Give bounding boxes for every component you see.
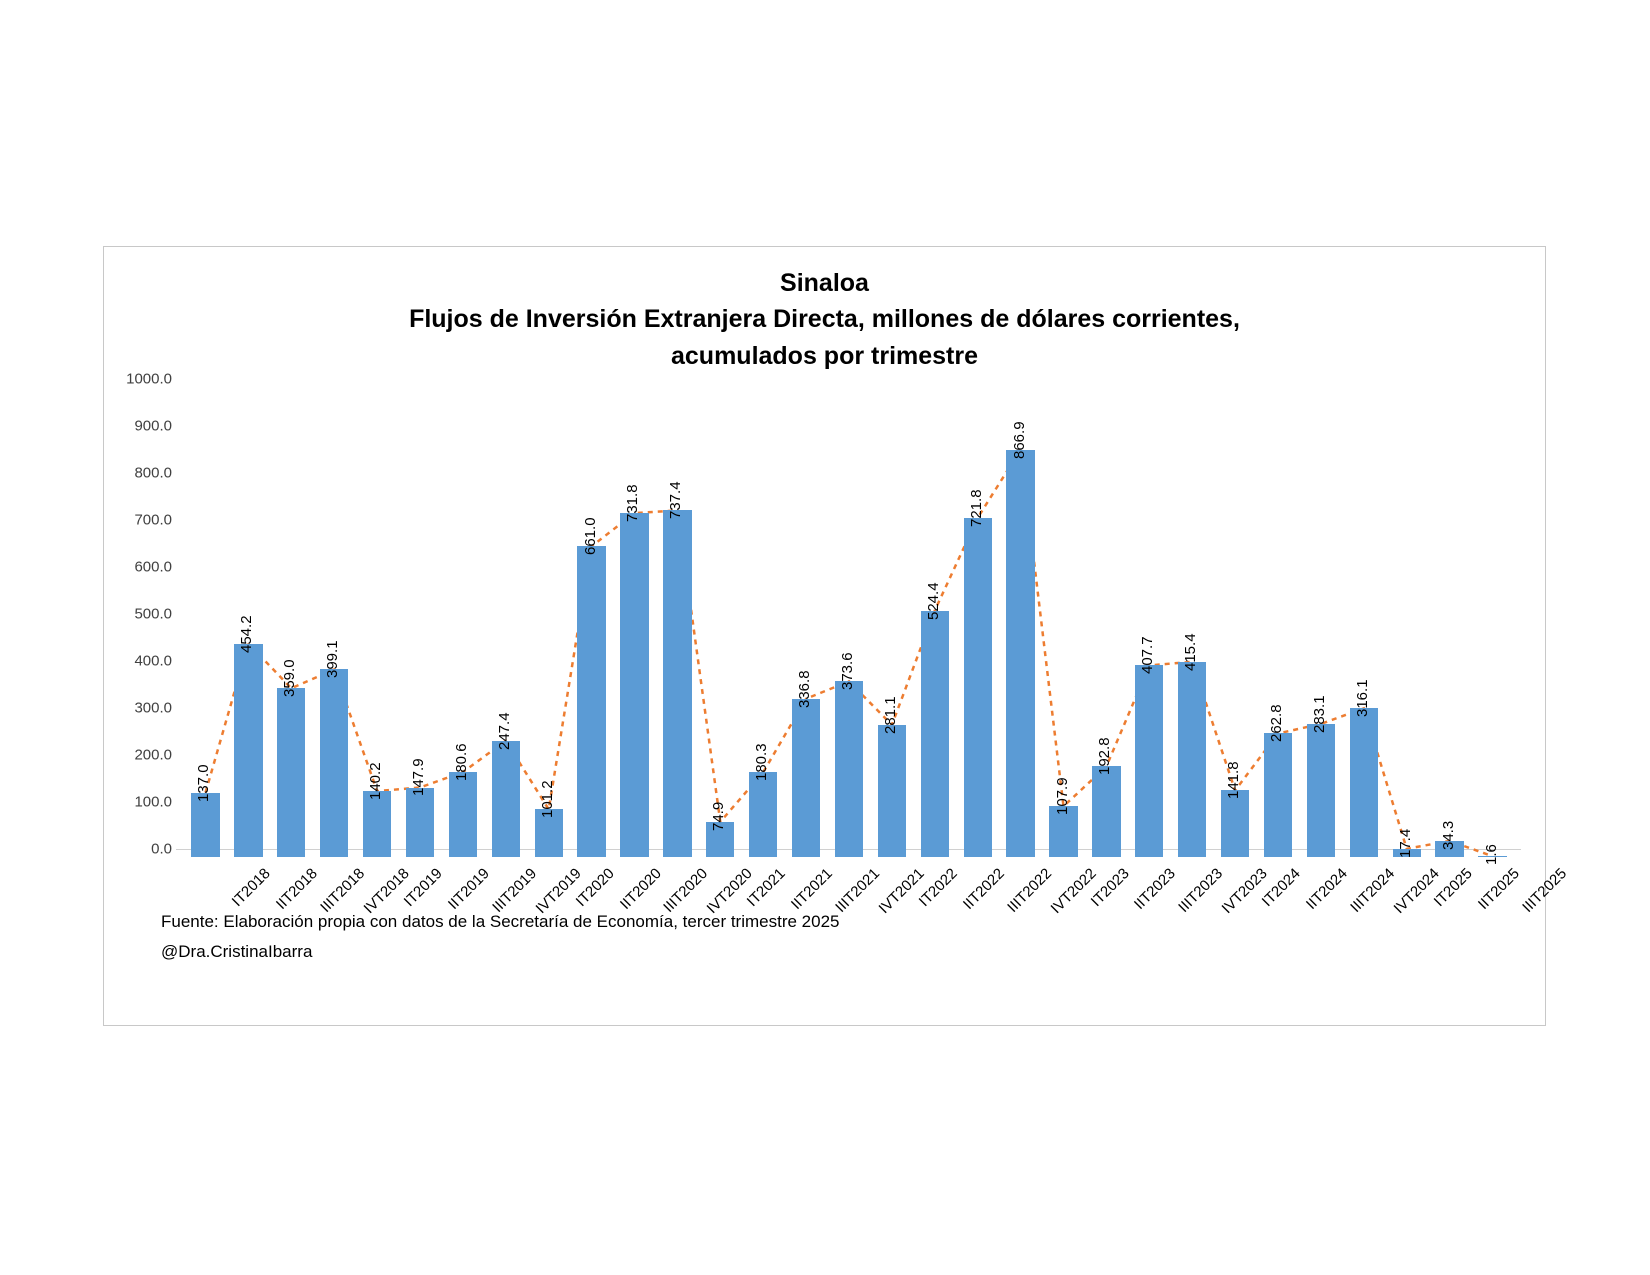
y-axis-tick-label: 600.0 <box>134 558 172 576</box>
bar-value-label: 180.6 <box>452 743 470 782</box>
bar-value-label: 721.8 <box>967 489 985 527</box>
y-axis-tick-label: 300.0 <box>134 699 172 717</box>
bar-value-label: 262.8 <box>1268 704 1286 743</box>
x-axis-tick-label: IIIT2024 <box>1347 865 1398 916</box>
bar-value-label: 524.4 <box>924 581 942 620</box>
bar <box>406 788 434 858</box>
bar-value-label: 180.3 <box>753 743 771 782</box>
bar-value-label: 281.1 <box>881 696 899 734</box>
x-axis-tick-label: IVT2019 <box>532 865 585 918</box>
bar <box>363 791 391 857</box>
chart-title-line-1: Sinaloa <box>780 269 869 297</box>
x-axis-tick-label: IVT2023 <box>1218 865 1271 918</box>
x-axis-tick-label: IT2021 <box>743 865 790 911</box>
y-axis-tick-label: 100.0 <box>134 793 172 811</box>
x-axis-tick-label: IIT2018 <box>273 865 322 913</box>
bar-value-label: 407.7 <box>1139 636 1157 675</box>
y-axis-tick-label: 900.0 <box>134 417 172 435</box>
bar-value-label: 17.4 <box>1396 828 1414 858</box>
x-axis-tick-label: IIT2023 <box>1131 865 1180 913</box>
y-axis-tick-label: 800.0 <box>134 464 172 482</box>
x-axis-tick-label: IIT2021 <box>788 865 837 913</box>
bar <box>1264 733 1292 857</box>
y-axis-tick-label: 1000.0 <box>126 370 172 388</box>
bar <box>749 772 777 857</box>
bar-value-label: 731.8 <box>624 484 642 523</box>
bar <box>964 518 992 857</box>
plot-area <box>184 387 1514 866</box>
bar <box>1006 450 1034 857</box>
bar-value-label: 283.1 <box>1310 695 1328 733</box>
bar-value-label: 147.9 <box>409 758 427 797</box>
x-axis-tick-label: IT2025 <box>1430 865 1476 911</box>
bar <box>1178 662 1206 857</box>
bar-value-label: 192.8 <box>1096 737 1114 776</box>
bar-value-label: 141.8 <box>1225 761 1243 800</box>
x-axis-tick-label: IIIT2021 <box>832 865 884 916</box>
bar-value-label: 454.2 <box>238 614 256 653</box>
bar-value-label: 373.6 <box>839 652 856 691</box>
x-axis-tick-label: IIIT2018 <box>317 865 369 916</box>
x-axis-tick-label: IIT2025 <box>1474 865 1523 913</box>
bar <box>1221 790 1249 857</box>
chart-title <box>104 265 1545 374</box>
bar <box>449 772 477 857</box>
x-axis-tick-label: IVT2020 <box>703 865 757 918</box>
bar <box>1307 724 1335 857</box>
x-axis-tick-label: IIT2024 <box>1302 865 1351 913</box>
bar-value-label: 107.9 <box>1053 777 1071 816</box>
bar <box>277 688 305 857</box>
bar <box>835 681 863 857</box>
source-note: Fuente: Elaboración propia con datos de la Secretaría de Economía, tercer trimestre 2025 <box>161 912 840 931</box>
y-axis-tick-label: 700.0 <box>134 511 172 529</box>
bar-value-label: 336.8 <box>796 670 814 708</box>
x-axis-tick-label: IVT2021 <box>875 865 928 918</box>
x-axis-tick-label: IVT2022 <box>1047 865 1100 918</box>
chart-title-line-2: Flujos de Inversión Extranjera Directa, millones de dólares corrientes, <box>409 305 1240 334</box>
author-handle: @Dra.CristinaIbarra <box>161 941 313 961</box>
bar <box>577 546 605 857</box>
bar-value-label: 399.1 <box>324 640 342 679</box>
bar-value-label: 137.0 <box>195 764 213 802</box>
y-axis-tick-label: 500.0 <box>134 605 172 623</box>
bar <box>1350 708 1378 857</box>
bar-value-label: 661.0 <box>581 517 599 556</box>
bar-value-label: 316.1 <box>1353 679 1371 718</box>
bar-value-label: 74.9 <box>710 801 728 831</box>
bar <box>320 669 348 857</box>
bar-value-label: 415.4 <box>1182 633 1200 671</box>
x-axis-tick-label: IT2022 <box>915 865 961 911</box>
chart-container <box>103 246 1570 1026</box>
bar <box>234 644 262 857</box>
bar <box>1092 766 1120 857</box>
x-axis-tick-label: IIIT2025 <box>1518 865 1570 916</box>
x-axis-tick-label: IT2019 <box>400 865 446 911</box>
x-axis-tick-label: IIT2020 <box>616 865 665 913</box>
bar <box>492 741 520 857</box>
bar <box>921 611 949 857</box>
x-axis-tick-label: IT2024 <box>1258 865 1304 911</box>
bar-value-label: 140.2 <box>367 762 385 801</box>
x-axis-tick-label: IT2023 <box>1087 865 1133 911</box>
chart-title-line-3: acumulados por trimestre <box>670 341 979 370</box>
chart-footnotes <box>161 907 840 967</box>
y-axis-tick-label: 0.0 <box>151 840 172 858</box>
bar-value-label: 101.2 <box>538 780 556 819</box>
x-axis-tick-label: IVT2018 <box>360 865 413 918</box>
bar-value-label: 1.6 <box>1482 844 1500 866</box>
bar <box>620 513 648 857</box>
y-axis-tick-label: 200.0 <box>134 746 172 764</box>
bar-value-label: 737.4 <box>667 481 685 520</box>
bar <box>663 510 691 857</box>
bar <box>1135 665 1163 857</box>
bar <box>792 699 820 857</box>
y-axis-tick-label: 400.0 <box>134 652 172 670</box>
bar-value-label: 34.3 <box>1439 820 1457 850</box>
y-axis <box>104 370 176 858</box>
x-axis-tick-label: IIIT2023 <box>1175 865 1227 916</box>
x-axis-tick-label: IIT2019 <box>444 865 493 913</box>
bar <box>191 793 219 857</box>
x-axis-tick-label: IT2020 <box>572 865 618 911</box>
bar-value-label: 247.4 <box>495 712 513 750</box>
x-axis-tick-label: IIT2022 <box>959 865 1008 913</box>
bar-value-label: 359.0 <box>281 659 299 698</box>
x-axis-tick-label: IIIT2019 <box>488 865 540 916</box>
x-axis-tick-label: IT2018 <box>229 865 275 911</box>
x-axis-tick-label: IIIT2022 <box>1003 865 1055 916</box>
bar-value-label: 866.9 <box>1010 421 1028 459</box>
bar <box>878 725 906 857</box>
x-axis-tick-label: IVT2024 <box>1390 865 1443 918</box>
x-axis-tick-label: IIIT2020 <box>660 865 712 916</box>
